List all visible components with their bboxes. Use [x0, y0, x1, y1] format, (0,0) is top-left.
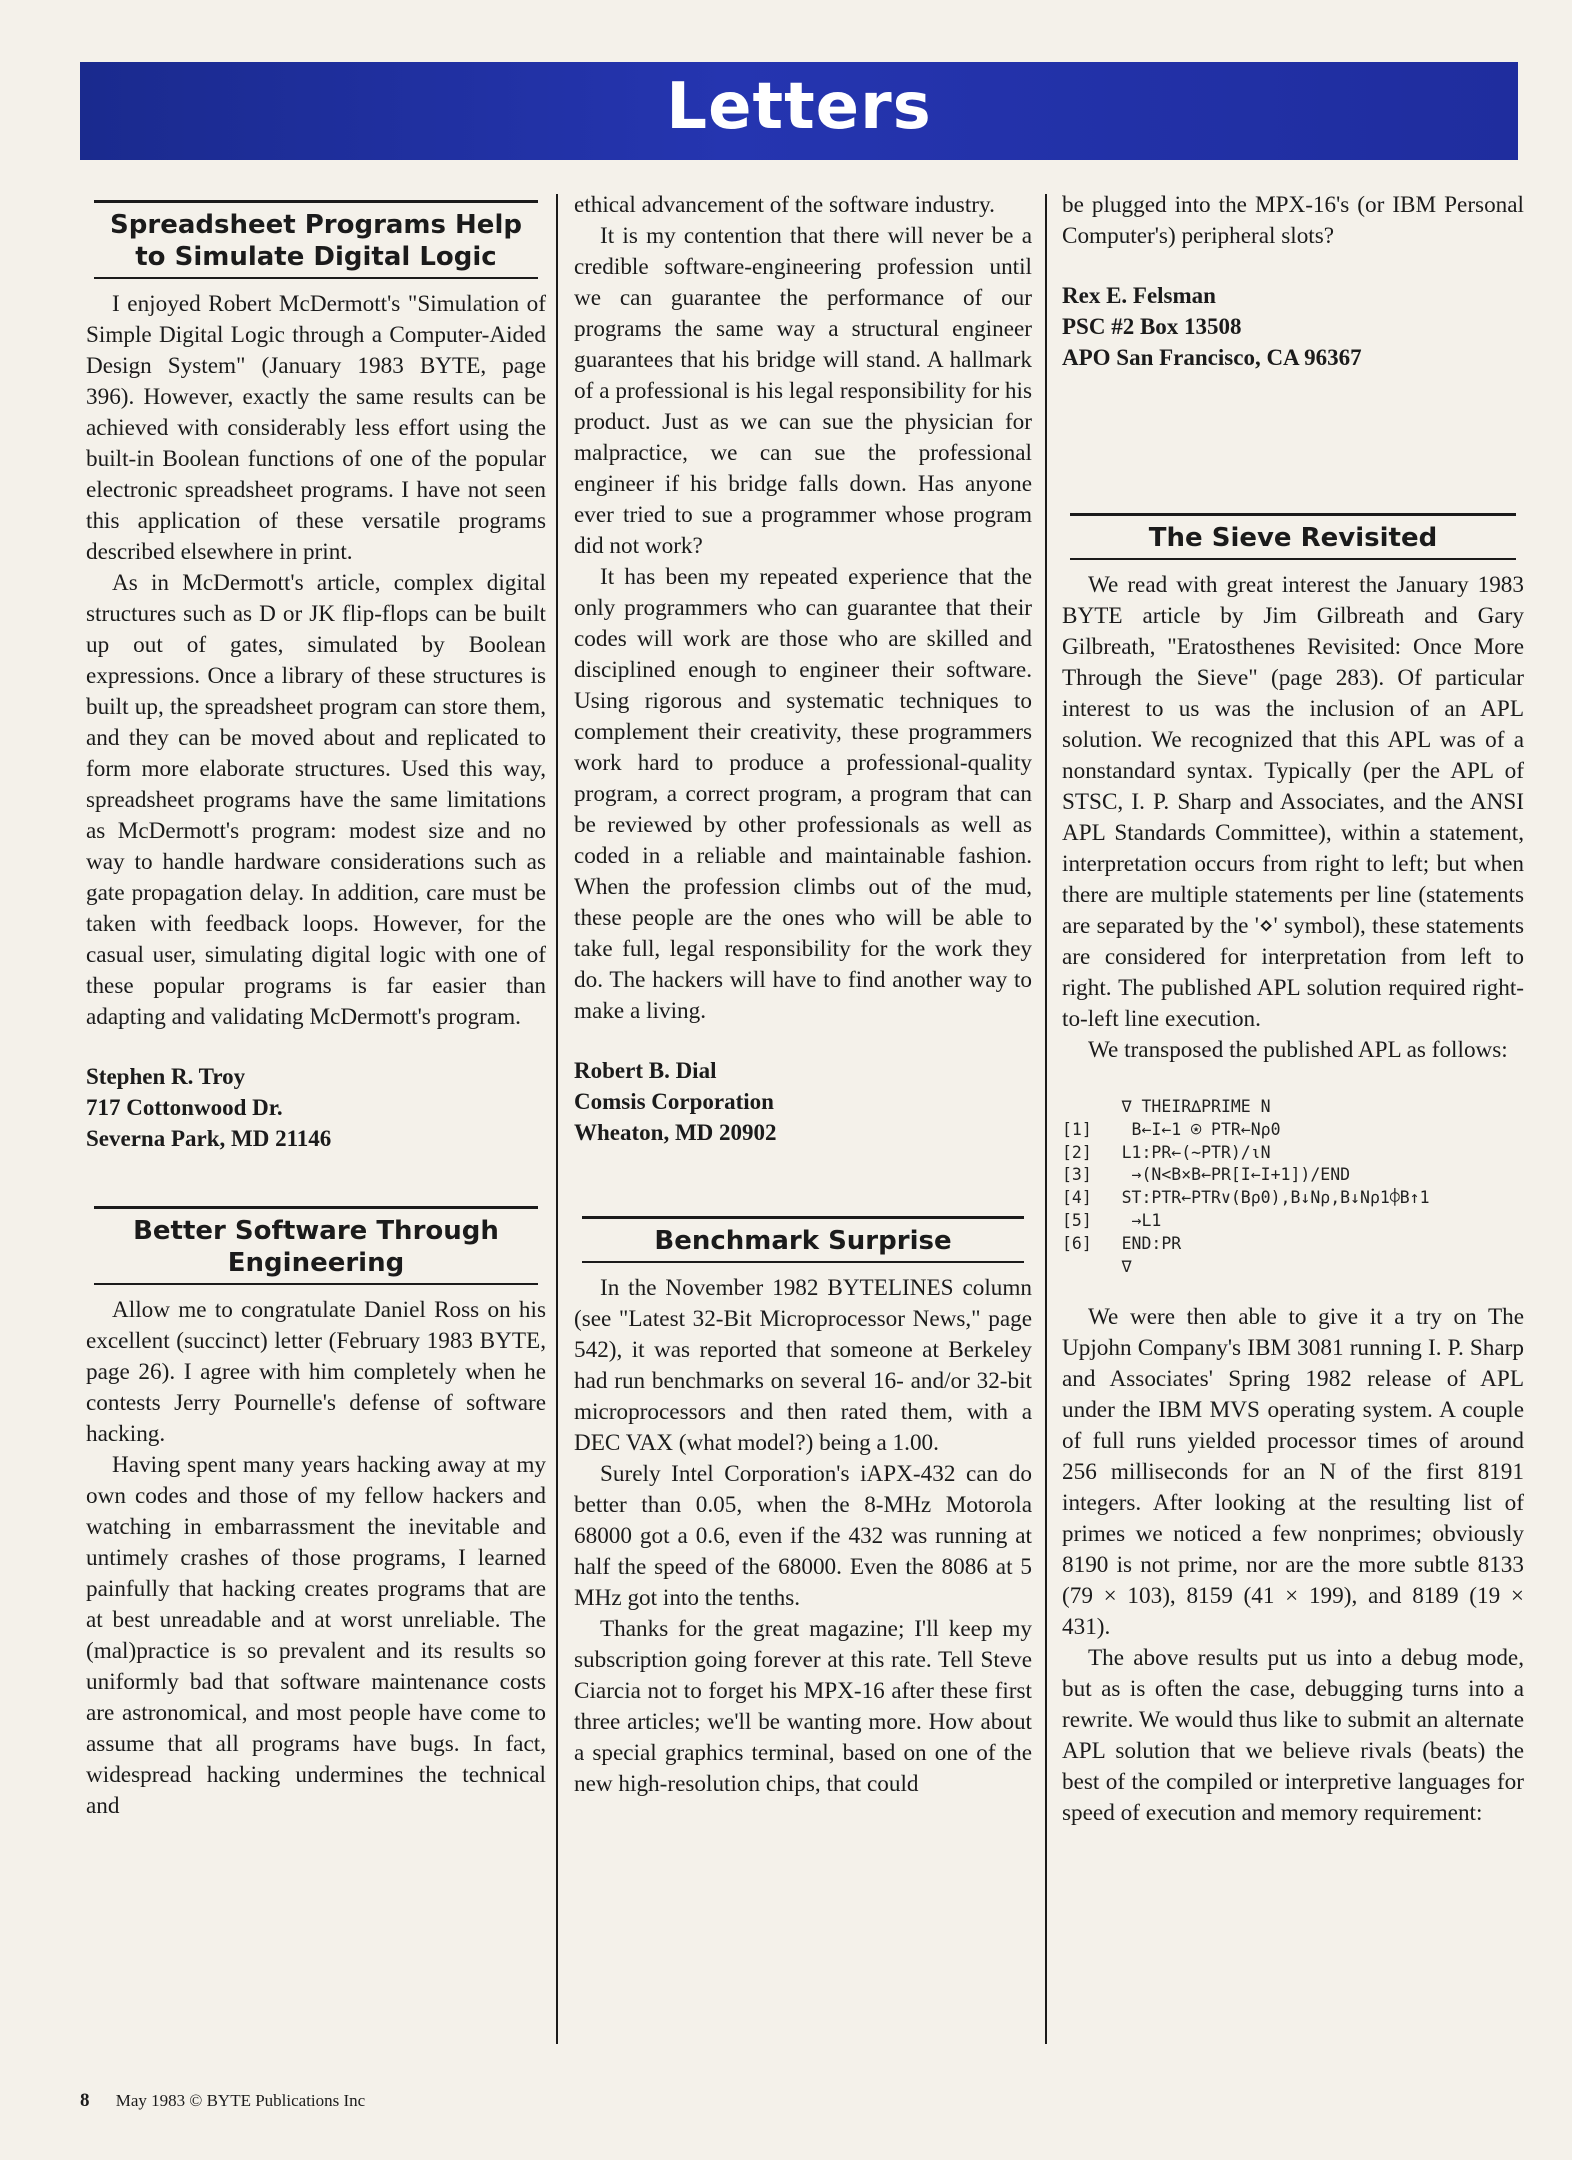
letter-benchmark: [574, 1216, 1032, 1800]
footer-text: May 1983 © BYTE Publications Inc: [115, 2091, 366, 2110]
paragraph: Having spent many years hacking away at my own codes and those of my fellow hackers and watching in embarrassment the inevitable and untimely crashes of those programs, I learned painfully that hacking creates programs that are at best unreadable and at worst unreliable. The (mal)practice is so prevalent and its results so uniformly bad that software maintenance costs are astronomical, and most people have come to assume that all programs have bugs. In fact, widespread hacking undermines the technical and: [86, 1452, 546, 1819]
paragraph: We transposed the published APL as follows:: [1088, 1037, 1508, 1063]
code-line: [4] ST:PTR←PTR∨(B⍴0),B↓N⍴,B↓N⍴1⌽B↑1: [1062, 1188, 1430, 1208]
header-banner: [80, 62, 1518, 160]
apl-code-listing: [1062, 1096, 1524, 1278]
signature-line: Severna Park, MD 21146: [86, 1126, 332, 1151]
page-title: Letters: [666, 70, 932, 144]
code-line: ∇ THEIR∆PRIME N: [1062, 1097, 1271, 1116]
paragraph: The above results put us into a debug mode, but as is often the case, debugging turns into a rewrite. We would thus like to submit an alternate APL solution that we believe rivals (beats) the best of the compiled or interpretive languages for speed of execution and memory requirement:: [1062, 1645, 1524, 1827]
paragraph: I enjoyed Robert McDermott's "Simulation of Simple Digital Logic through a Computer-Aided Design System" (January 1983 BYTE, page 396). However, exactly the same results can be achieved with considerably less effort using the built-in Boolean functions of one of the popular electronic spreadsheet programs. I have not seen this application of these versatile programs described elsewhere in print.: [86, 291, 546, 565]
page-number: 8: [80, 2090, 90, 2111]
code-line: [3] →(N<B×B←PR[I←I+1])/END: [1062, 1165, 1351, 1185]
paragraph: Surely Intel Corporation's iAPX-432 can do better than 0.05, when the 8-MHz Motorola 68000 got a 0.6, even if the 432 was running at half the speed of the 68000. Even the 8086 at 5 MHz got into the tenths.: [574, 1461, 1032, 1611]
paragraph: It has been my repeated experience that the only programmers who can guarantee that their codes will work are those who are skilled and disciplined enough to engineer their software. Using rigorous and systematic techniques to complement their creativity, these programmers work hard to produce a professional-quality program, a correct program, a program that can be reviewed by other professionals as well as coded in a reliable and maintainable fashion. When the profession climbs out of the mud, these people are the ones who will be able to take full, legal responsibility for the work they do. The hackers will have to find another way to make a living.: [574, 564, 1032, 1024]
signature-line: Wheaton, MD 20902: [574, 1120, 777, 1145]
paragraph: Thanks for the great magazine; I'll keep my subscription going forever at this rate. Tell Steve Ciarcia not to forget his MPX-16 after these first three articles; we'll be wanting more. How about a special graphics terminal, based on one of the new high-resolution chips, that could: [574, 1616, 1032, 1797]
signature-line: Rex E. Felsman: [1062, 283, 1216, 308]
paragraph: It is my contention that there will never be a credible software-engineering profession until we can guarantee the performance of our programs the same way a structural engineer guarantees that his bridge will stand. A hallmark of a professional is his legal responsibility for his product. Just as we can sue the physician for malpractice, we can sue the professional engineer if his bridge falls down. Has anyone ever tried to sue a programmer whose program did not work?: [574, 223, 1032, 559]
paragraph: We were then able to give it a try on The Upjohn Company's IBM 3081 running I. P. Sharp and Associates' Spring 1982 release of APL under the IBM MVS operating system. A couple of full runs yielded processor times of around 256 milliseconds for an N of the first 8191 integers. After looking at the resulting list of primes we noticed a few nonprimes; obviously 8190 is not prime, nor are the more subtle 8133 (79 × 103), 8159 (41 × 199), and 8189 (19 × 431).: [1062, 1304, 1524, 1641]
signature: [1062, 280, 1524, 373]
paragraph: Allow me to congratulate Daniel Ross on his excellent (succinct) letter (February 1983 BYTE, page 26). I agree with him completely when he contests Jerry Pournelle's defense of software hacking.: [86, 1297, 546, 1447]
letter-better-software: [86, 1206, 546, 1822]
column-3: [1062, 190, 1524, 1829]
code-line: [5] →L1: [1062, 1210, 1162, 1230]
column-divider: [1045, 194, 1047, 2044]
page-footer: [80, 2090, 365, 2112]
letter-heading: Benchmark Surprise: [582, 1216, 1024, 1263]
letter-heading: Better Software Through Engineering: [94, 1206, 538, 1285]
paragraph: be plugged into the MPX-16's (or IBM Personal Computer's) peripheral slots?: [1062, 192, 1524, 249]
signature-line: Comsis Corporation: [574, 1089, 774, 1114]
letter-heading: Spreadsheet Programs Help to Simulate Digital Logic: [94, 200, 538, 279]
letter-spreadsheet: [86, 200, 546, 1154]
code-line: [1] B←I←1 ⍟ PTR←N⍴0: [1062, 1119, 1281, 1139]
signature: [86, 1061, 546, 1154]
signature-line: APO San Francisco, CA 96367: [1062, 345, 1362, 370]
code-line: [2] L1:PR←(~PTR)/⍳N: [1062, 1142, 1271, 1162]
paragraph: In the November 1982 BYTELINES column (see "Latest 32-Bit Microprocessor News," page 542), it was reported that someone at Berkeley had run benchmarks on several 16- and/or 32-bit microprocessors and then rated them, with a DEC VAX (what model?) being a 1.00.: [574, 1275, 1032, 1456]
letter-sieve: [1062, 513, 1524, 1829]
letter-heading: The Sieve Revisited: [1070, 513, 1516, 560]
column-divider: [556, 194, 558, 2044]
signature-line: PSC #2 Box 13508: [1062, 314, 1242, 339]
signature-line: Stephen R. Troy: [86, 1064, 246, 1089]
signature-line: Robert B. Dial: [574, 1058, 717, 1083]
signature: [574, 1055, 1032, 1148]
column-1: [86, 190, 546, 1822]
code-line: ∇: [1062, 1256, 1132, 1276]
signature-line: 717 Cottonwood Dr.: [86, 1095, 283, 1120]
paragraph: We read with great interest the January 1983 BYTE article by Jim Gilbreath and Gary Gilbreath, "Eratosthenes Revisited: Once More Through the Sieve" (page 283). Of particular interest to us was the inclusion of an APL solution. We recognized that this APL was of a nonstandard syntax. Typically (per the APL of STSC, I. P. Sharp and Associates, and the ANSI APL Standards Committee), within a statement, interpretation occurs from right to left; but when there are multiple statements per line (statements are separated by the '⋄' symbol), these statements are considered for interpretation from left to right. The published APL solution required right-to-left line execution.: [1062, 572, 1524, 1032]
paragraph: As in McDermott's article, complex digital structures such as D or JK flip-flops can be built up out of gates, simulated by Boolean expressions. Once a library of these structures is built up, the spreadsheet program can store them, and they can be moved about and replicated to form more elaborate structures. Used this way, spreadsheet programs have the same limitations as McDermott's program: modest size and no way to handle hardware considerations such as gate propagation delay. In addition, care must be taken with feedback loops. However, for the casual user, simulating digital logic with one of these popular programs is far easier than adapting and validating McDermott's program.: [86, 570, 546, 1030]
paragraph: ethical advancement of the software industry.: [574, 192, 995, 218]
code-line: [6] END:PR: [1062, 1233, 1182, 1253]
column-2: [574, 190, 1032, 1800]
